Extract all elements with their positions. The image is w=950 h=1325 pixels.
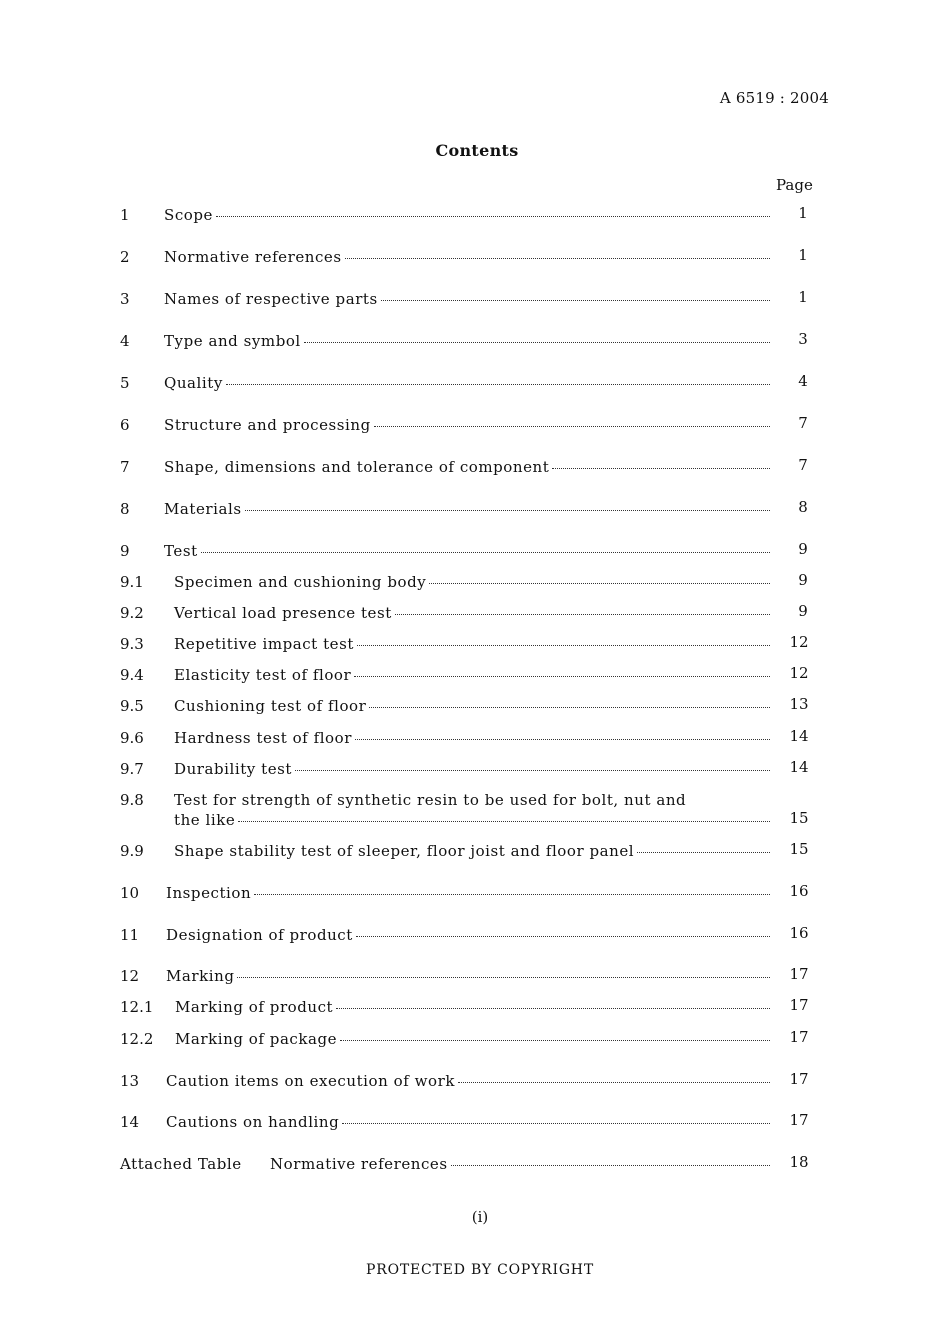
dot-leader — [458, 1082, 770, 1083]
toc-entry-number: 9.1 — [120, 573, 144, 591]
dot-leader — [369, 707, 770, 708]
dot-leader — [237, 977, 770, 978]
copyright-notice: PROTECTED BY COPYRIGHT — [366, 1262, 594, 1278]
dot-leader — [381, 300, 770, 301]
toc-entry-page: 9 — [798, 602, 808, 620]
dot-leader — [216, 216, 770, 217]
toc-entry-number: 13 — [120, 1072, 140, 1090]
toc-entry-number: 8 — [120, 500, 130, 518]
toc-entry-title: Type and symbol — [164, 332, 301, 350]
toc-entry-page: 7 — [798, 414, 808, 432]
toc-entry-title: Shape stability test of sleeper, floor joist and floor panel — [174, 842, 635, 860]
toc-entry-title: Durability test — [174, 760, 292, 778]
dot-leader — [201, 552, 770, 553]
toc-entry-number: 4 — [120, 332, 130, 350]
toc-entry-title: Hardness test of floor — [174, 729, 352, 747]
toc-entry-title: Designation of product — [166, 926, 353, 944]
toc-entry-title: Cautions on handling — [166, 1113, 340, 1131]
toc-entry-number: 12.1 — [120, 998, 154, 1016]
toc-entry-number: 12.2 — [120, 1030, 154, 1048]
dot-leader — [374, 426, 770, 427]
toc-entry-page: 17 — [789, 1028, 809, 1046]
dot-leader — [245, 510, 770, 511]
toc-entry-number: 2 — [120, 248, 130, 266]
toc-entry-number: 12 — [120, 967, 140, 985]
toc-entry-page: 1 — [798, 204, 808, 222]
toc-entry-number: 6 — [120, 416, 130, 434]
toc-entry-label: Attached Table — [120, 1155, 242, 1173]
page-column-label: Page — [776, 176, 813, 194]
toc-entry-title: Caution items on execution of work — [166, 1072, 455, 1090]
toc-entry-page: 9 — [798, 571, 808, 589]
toc-entry-title: Specimen and cushioning body — [174, 573, 427, 591]
toc-entry-page: 17 — [789, 1070, 809, 1088]
toc-entry-page: 4 — [798, 372, 808, 390]
toc-entry-page: 16 — [789, 924, 809, 942]
toc-entry-number: 9.2 — [120, 604, 144, 622]
toc-entry-page: 1 — [798, 288, 808, 306]
toc-entry-title: Materials — [164, 500, 242, 518]
dot-leader — [295, 770, 770, 771]
dot-leader — [356, 936, 770, 937]
toc-entry-title: Repetitive impact test — [174, 635, 354, 653]
dot-leader — [238, 821, 770, 822]
toc-entry-page: 1 — [798, 246, 808, 264]
toc-entry-page: 17 — [789, 996, 809, 1014]
toc-entry-number: 11 — [120, 926, 140, 944]
dot-leader — [429, 583, 770, 584]
toc-entry-number: 7 — [120, 458, 130, 476]
toc-entry-title: Scope — [164, 206, 213, 224]
toc-entry-title: Elasticity test of floor — [174, 666, 352, 684]
toc-entry-title: Test for strength of synthetic resin to be used for bolt, nut and — [174, 791, 687, 809]
toc-entry-title-continued: the like — [174, 811, 236, 829]
toc-entry-title: Shape, dimensions and tolerance of component — [164, 458, 550, 476]
toc-entry-page: 14 — [789, 758, 809, 776]
toc-entry-number: 9.8 — [120, 791, 144, 809]
dot-leader — [552, 468, 770, 469]
toc-entry-number: 9.7 — [120, 760, 144, 778]
dot-leader — [395, 614, 770, 615]
toc-entry-page: 9 — [798, 540, 808, 558]
toc-entry-title: Structure and processing — [164, 416, 371, 434]
toc-entry-number: 14 — [120, 1113, 140, 1131]
toc-entry-number: 1 — [120, 206, 130, 224]
toc-entry-title: Inspection — [166, 884, 252, 902]
toc-entry-number: 9.3 — [120, 635, 144, 653]
toc-entry-page: 17 — [789, 1111, 809, 1129]
dot-leader — [354, 676, 770, 677]
dot-leader — [226, 384, 770, 385]
dot-leader — [357, 645, 770, 646]
toc-entry-page: 8 — [798, 498, 808, 516]
dot-leader — [340, 1040, 770, 1041]
toc-entry-page: 14 — [789, 727, 809, 745]
footer-page-number: (i) — [471, 1208, 489, 1226]
toc-entry-title: Normative references — [164, 248, 342, 266]
dot-leader — [637, 852, 770, 853]
page-title: Contents — [435, 141, 519, 160]
toc-entry-number: 9.9 — [120, 842, 144, 860]
dot-leader — [254, 894, 770, 895]
toc-entry-page: 12 — [789, 664, 809, 682]
toc-entry-title: Test — [164, 542, 198, 560]
dot-leader — [451, 1165, 770, 1166]
toc-entry-number: 5 — [120, 374, 130, 392]
toc-entry-title: Cushioning test of floor — [174, 697, 367, 715]
toc-entry-number: 3 — [120, 290, 130, 308]
toc-entry-page: 13 — [789, 695, 809, 713]
toc-entry-number: 9.6 — [120, 729, 144, 747]
toc-entry-title: Quality — [164, 374, 223, 392]
dot-leader — [345, 258, 770, 259]
toc-entry-title: Normative references — [270, 1155, 448, 1173]
toc-entry-title: Marking of product — [175, 998, 334, 1016]
toc-entry-number: 10 — [120, 884, 140, 902]
dot-leader — [342, 1123, 770, 1124]
toc-entry-page: 16 — [789, 882, 809, 900]
toc-entry-page: 15 — [789, 840, 809, 858]
toc-entry-number: 9.4 — [120, 666, 144, 684]
toc-entry-number: 9.5 — [120, 697, 144, 715]
toc-entry-title: Marking of package — [175, 1030, 338, 1048]
toc-entry-title: Vertical load presence test — [174, 604, 392, 622]
toc-entry-page: 17 — [789, 965, 809, 983]
toc-entry-page: 15 — [789, 809, 809, 827]
toc-entry-title: Names of respective parts — [164, 290, 378, 308]
toc-entry-page: 18 — [789, 1153, 809, 1171]
toc-entry-page: 3 — [798, 330, 808, 348]
toc-entry-page: 7 — [798, 456, 808, 474]
dot-leader — [336, 1008, 770, 1009]
dot-leader — [355, 739, 770, 740]
toc-entry-number: 9 — [120, 542, 130, 560]
toc-entry-title: Marking — [166, 967, 235, 985]
dot-leader — [304, 342, 770, 343]
standard-code: A 6519 : 2004 — [719, 89, 829, 107]
toc-entry-page: 12 — [789, 633, 809, 651]
